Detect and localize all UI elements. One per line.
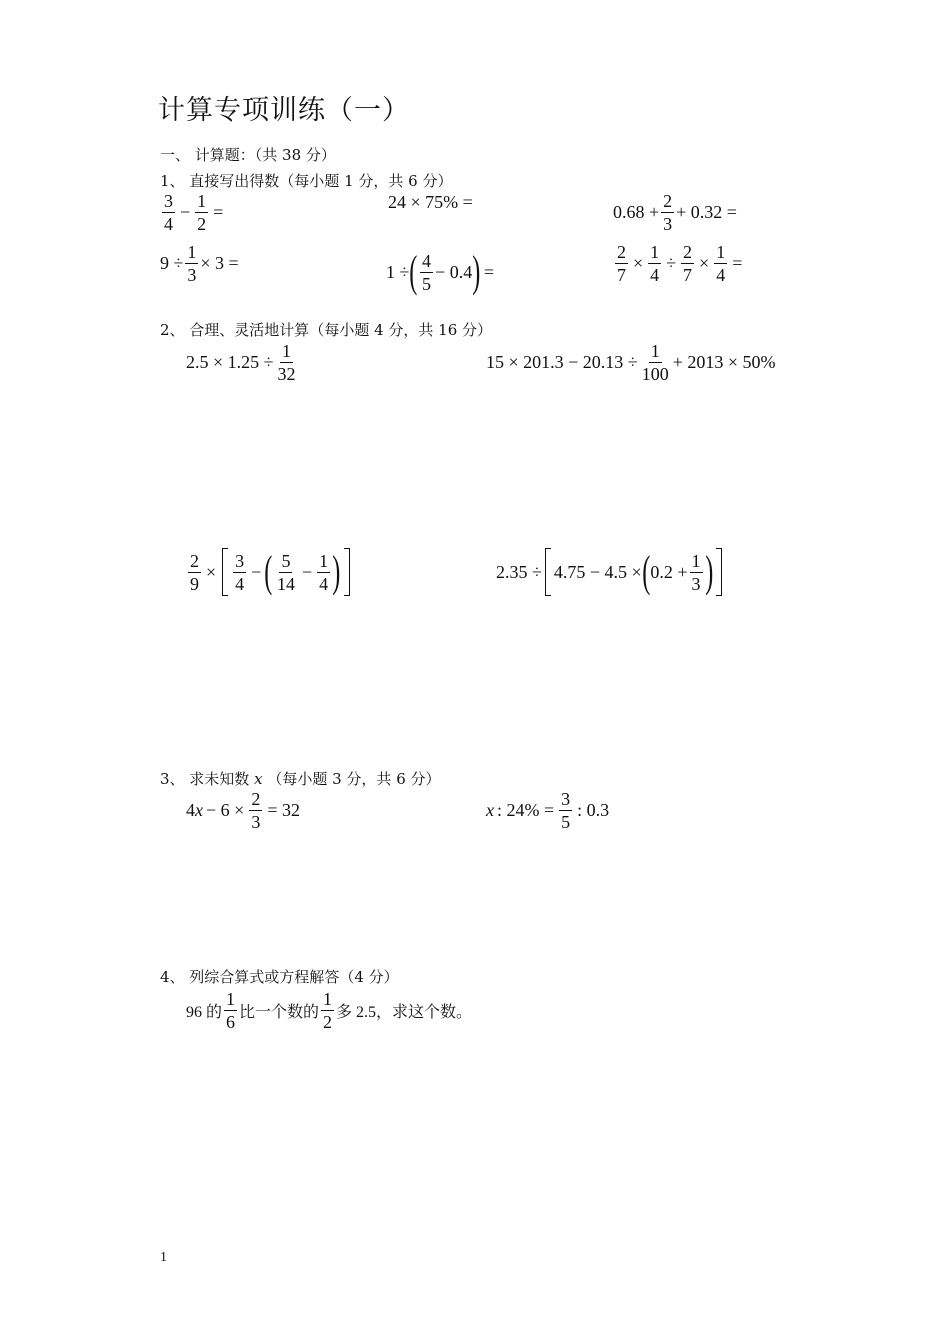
- fraction: $\frac{1}{2}$: [323, 989, 333, 1032]
- q1-item-3: 0.68 + $\frac{2}{3}$ + 0.32 =: [613, 191, 737, 234]
- right-paren: ): [704, 547, 713, 596]
- fraction: $\frac{1}{4}$: [716, 242, 726, 285]
- q3-item-1: 4 x − 6 × $\frac{2}{3}$ = 32: [186, 789, 300, 832]
- fraction: $\frac{1}{4}$: [319, 550, 329, 594]
- q1-item-2: 24 × 75% =: [388, 192, 473, 212]
- left-bracket: [222, 548, 228, 596]
- page-number: 1: [160, 1250, 167, 1265]
- fraction: $\frac{5}{14}$: [276, 550, 295, 594]
- right-paren: ): [332, 547, 341, 596]
- fraction: $\frac{3}{4}$: [164, 191, 173, 234]
- q2-item-4: 2.35 ÷ 4.75 − 4.5 × ( 0.2 + $\frac{1}{3}$ ): [496, 548, 725, 596]
- q2-item-2: 15 × 201.3 − 20.13 ÷ $\frac{1}{100}$ + 2013 × 50%: [486, 341, 776, 384]
- right-paren: ): [472, 247, 481, 296]
- q1-item-6: $\frac{2}{7}$ × $\frac{1}{4}$ ÷ $\frac{2}{7}$ × $\frac{1}{4}$ =: [617, 242, 743, 285]
- q2-item-1: 2.5 × 1.25 ÷ $\frac{1}{32}$: [186, 341, 296, 384]
- fraction: $\frac{1}{2}$: [197, 191, 207, 234]
- q1-item-5: 1 ÷ ( $\frac{4}{5}$ − 0.4 ) =: [386, 247, 495, 296]
- q3-header: 3、 求未知数 x （每小题 3 分，共 6 分）: [160, 770, 441, 788]
- q4-header: 4、 列综合算式或方程解答（4 分）: [160, 968, 399, 986]
- q1-item-1: $\frac{3}{4}$ − $\frac{1}{2}$ =: [164, 191, 224, 234]
- fraction: $\frac{1}{3}$: [187, 242, 197, 285]
- fraction: $\frac{2}{7}$: [683, 242, 693, 285]
- fraction: $\frac{3}{4}$: [235, 550, 245, 594]
- fraction: $\frac{1}{6}$: [226, 989, 236, 1032]
- q3-item-2: x : 24% = $\frac{3}{5}$ : 0.3: [486, 789, 610, 832]
- fraction: $\frac{1}{3}$: [691, 550, 701, 594]
- q1-item-4: 9 ÷ $\frac{1}{3}$ × 3 =: [160, 242, 239, 285]
- right-bracket: [716, 548, 722, 596]
- page-title: 计算专项训练（一）: [158, 95, 410, 126]
- q2-header: 2、 合理、灵活地计算（每小题 4 分，共 16 分）: [160, 321, 493, 339]
- left-paren: (: [642, 547, 651, 596]
- fraction: $\frac{2}{3}$: [663, 191, 673, 234]
- q4-problem: 96 的 $\frac{1}{6}$ 比一个数的 $\frac{1}{2}$ 多 2.5，求这个数。: [186, 989, 473, 1032]
- left-paren: (: [264, 547, 273, 596]
- fraction: $\frac{2}{7}$: [617, 242, 626, 285]
- fraction: $\frac{1}{100}$: [641, 341, 669, 384]
- fraction: $\frac{2}{3}$: [251, 789, 261, 832]
- right-bracket: [344, 548, 350, 596]
- fraction: $\frac{1}{32}$: [277, 341, 296, 384]
- fraction: $\frac{4}{5}$: [422, 250, 432, 294]
- q1-header: 1、 直接写出得数（每小题 1 分，共 6 分）: [160, 172, 453, 190]
- fraction: $\frac{2}{9}$: [190, 550, 199, 594]
- left-paren: (: [409, 247, 418, 296]
- section-heading: 一、 计算题：（共 38 分）: [160, 146, 336, 164]
- fraction: $\frac{1}{4}$: [650, 242, 660, 285]
- q2-item-3: $\frac{2}{9}$ × $\frac{3}{4}$ − ( $\frac{5}{14}$ − $\frac{1}{4}$ ): [186, 548, 353, 596]
- left-bracket: [545, 548, 551, 596]
- fraction: $\frac{3}{5}$: [561, 789, 571, 832]
